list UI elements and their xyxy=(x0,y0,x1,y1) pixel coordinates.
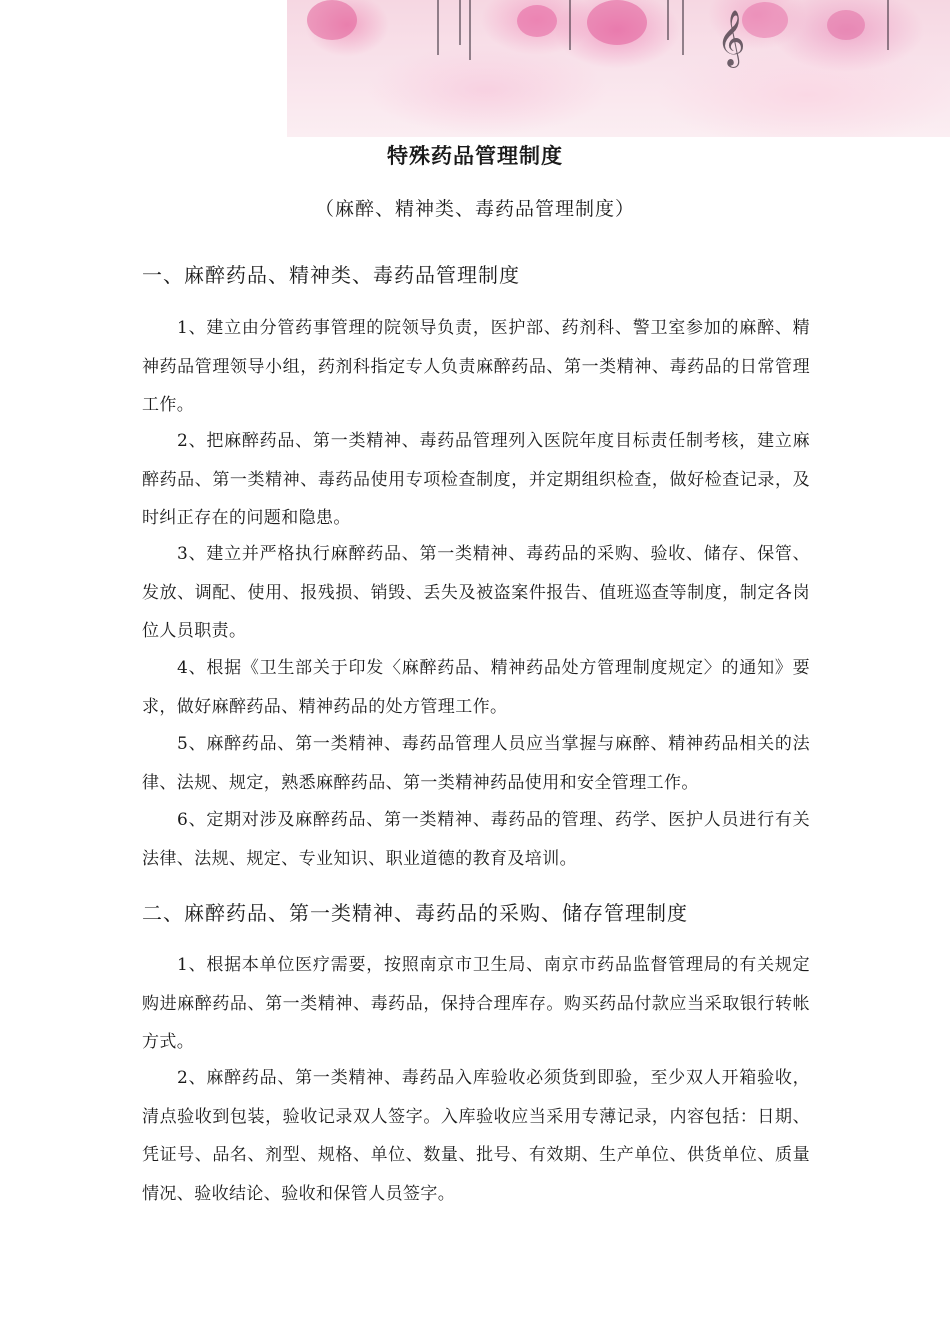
paragraph: 3、建立并严格执行麻醉药品、第一类精神、毒药品的采购、验收、储存、保管、发放、调配、使用、报残损、销毁、丢失及被盗案件报告、值班巡查等制度，制定各岗位人员职责。 xyxy=(142,544,810,641)
stem-decoration xyxy=(569,0,571,50)
stem-decoration xyxy=(667,0,669,40)
paragraph: 1、根据本单位医疗需要，按照南京市卫生局、南京市药品监督管理局的有关规定购进麻醉药品、第一类精神、毒药品，保持合理库存。购买药品付款应当采取银行转帐方式。 xyxy=(142,955,810,1052)
document-subtitle: （麻醉、精神类、毒药品管理制度） xyxy=(314,198,635,220)
flower-decoration xyxy=(517,5,557,37)
treble-clef-icon: 𝄞 xyxy=(717,10,746,66)
flower-decoration xyxy=(307,0,357,40)
flower-decoration xyxy=(827,10,865,40)
paragraph: 2、把麻醉药品、第一类精神、毒药品管理列入医院年度目标责任制考核，建立麻醉药品、第一类精神、毒药品使用专项检查制度，并定期组织检查，做好检查记录，及时纠正存在的问题和隐患。 xyxy=(142,431,810,528)
section-heading: 一、麻醉药品、精神类、毒药品管理制度 xyxy=(142,263,520,287)
stem-decoration xyxy=(437,0,439,55)
stem-decoration xyxy=(682,0,684,55)
paragraph: 1、建立由分管药事管理的院领导负责，医护部、药剂科、警卫室参加的麻醉、精神药品管理领导小组，药剂科指定专人负责麻醉药品、第一类精神、毒药品的日常管理工作。 xyxy=(142,318,810,415)
section-heading: 二、麻醉药品、第一类精神、毒药品的采购、储存管理制度 xyxy=(142,901,688,925)
document-title: 特殊药品管理制度 xyxy=(387,144,563,168)
decorative-banner xyxy=(287,0,950,137)
paragraph: 2、麻醉药品、第一类精神、毒药品入库验收必须货到即验，至少双人开箱验收，清点验收到包装，验收记录双人签字。入库验收应当采用专薄记录，内容包括：日期、凭证号、品名、剂型、规格、单位、数量、批号、有效期、生产单位、供货单位、质量情况、验收结论、验收和保管人员签字。 xyxy=(142,1068,810,1204)
flower-decoration xyxy=(587,0,647,45)
flower-decoration xyxy=(742,2,788,38)
paragraph: 4、根据《卫生部关于印发〈麻醉药品、精神药品处方管理制度规定〉的通知》要求，做好麻醉药品、精神药品的处方管理工作。 xyxy=(142,658,810,717)
stem-decoration xyxy=(459,0,461,45)
paragraph: 6、定期对涉及麻醉药品、第一类精神、毒药品的管理、药学、医护人员进行有关法律、法规、规定、专业知识、职业道德的教育及培训。 xyxy=(142,810,810,869)
stem-decoration xyxy=(469,0,471,60)
stem-decoration xyxy=(887,0,889,50)
paragraph: 5、麻醉药品、第一类精神、毒药品管理人员应当掌握与麻醉、精神药品相关的法律、法规、规定，熟悉麻醉药品、第一类精神药品使用和安全管理工作。 xyxy=(142,734,810,793)
